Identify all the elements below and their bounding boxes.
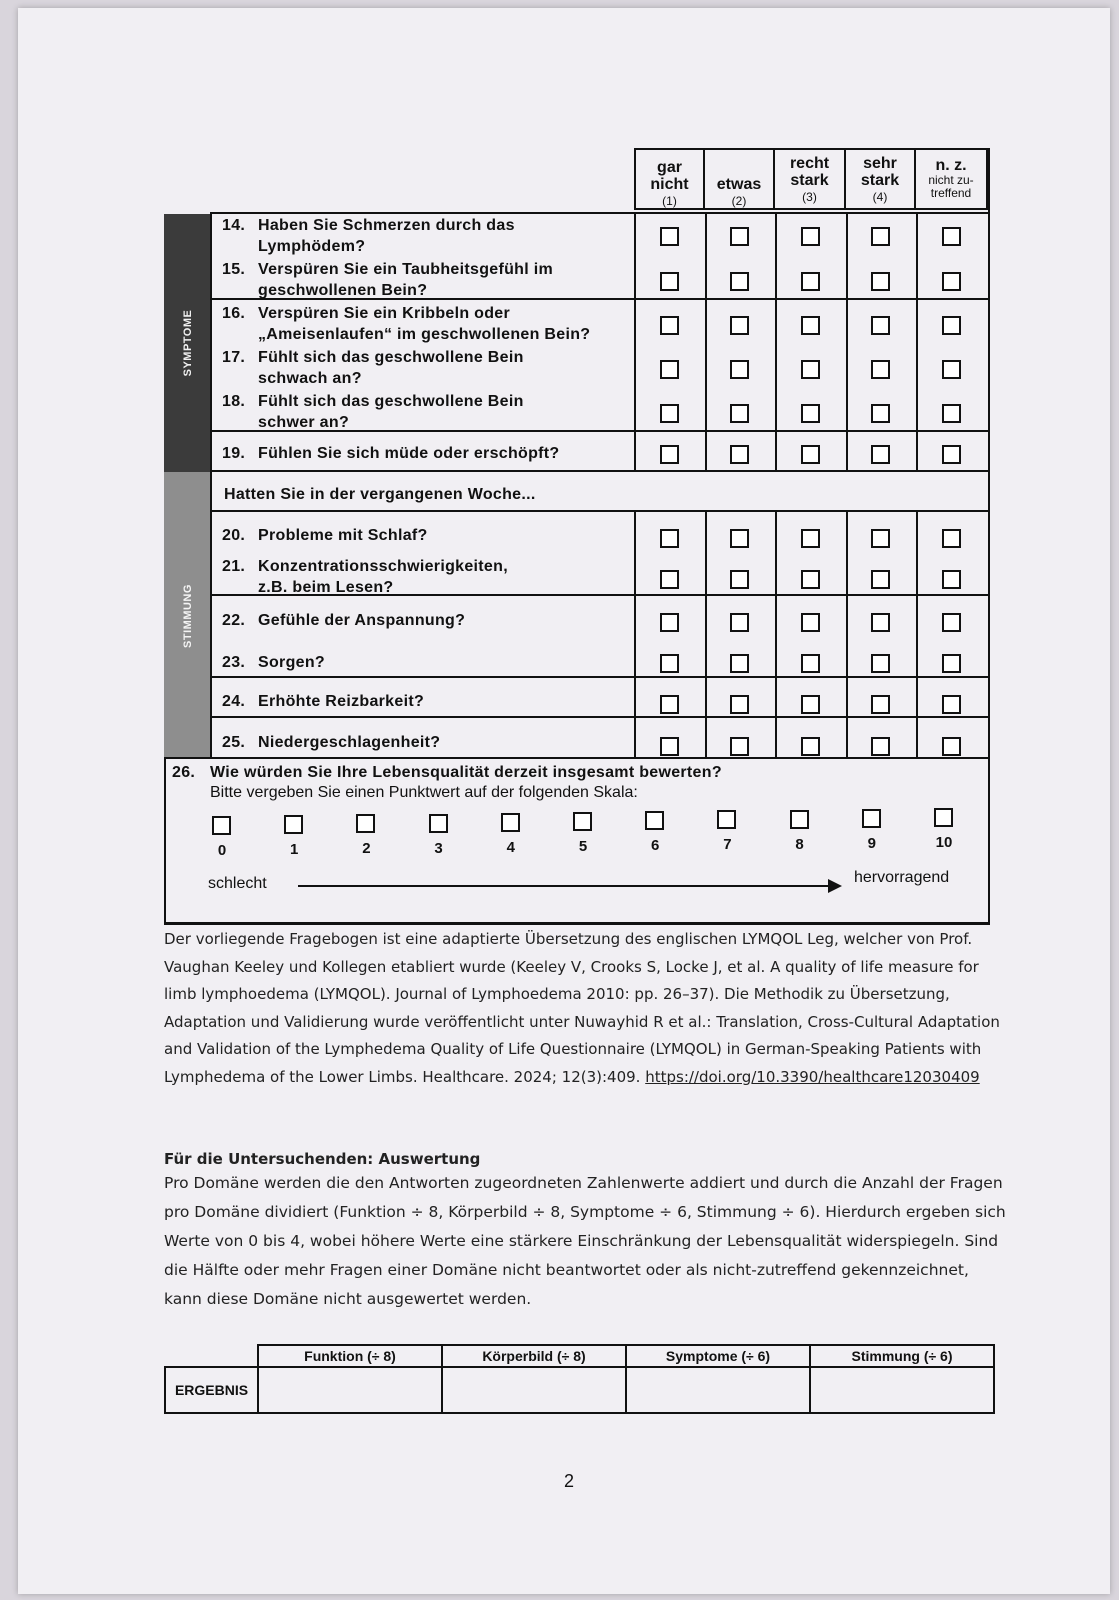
answer-checkbox[interactable] [660,404,679,423]
scale-checkbox[interactable] [790,810,809,829]
column-label: sehr stark [860,155,900,189]
answer-checkbox[interactable] [730,272,749,291]
scale-value-label: 6 [651,837,660,855]
result-header-funktion: Funktion (÷ 8) [258,1345,442,1367]
answer-checkbox[interactable] [801,272,820,291]
answer-checkbox[interactable] [871,695,890,714]
column-number: (4) [872,190,888,204]
answer-checkbox[interactable] [942,227,961,246]
question-21: 21. Konzentrationsschwierigkeiten, z.B. beim Lesen? [222,558,508,596]
answer-checkbox[interactable] [942,570,961,589]
answer-checkbox[interactable] [871,227,890,246]
question-18: 18. Fühlt sich das geschwollene Bein schwer an? [222,393,524,431]
scale-value-label: 4 [506,838,515,856]
question-14: 14. Haben Sie Schmerzen durch das Lymphödem? [222,217,515,255]
answer-checkbox[interactable] [942,737,961,756]
result-header-symptome: Symptome (÷ 6) [626,1345,810,1367]
answer-checkbox[interactable] [660,695,679,714]
scale-value-label: 8 [795,835,804,853]
scale-value-label: 1 [290,841,299,859]
answer-checkbox[interactable] [871,404,890,423]
scale-value-label: 7 [723,836,732,854]
question-16: 16. Verspüren Sie ein Kribbeln oder „Ameisenlaufen“ im geschwollenen Bein? [222,305,591,343]
answer-checkbox[interactable] [871,272,890,291]
result-header-stimmung: Stimmung (÷ 6) [810,1345,994,1367]
result-cell-symptome[interactable] [626,1367,810,1413]
column-header-n-z [916,148,988,210]
scale-checkbox[interactable] [573,812,592,831]
answer-checkbox[interactable] [730,570,749,589]
scale-high-label: hervorragend [854,869,950,886]
section-symptome [164,214,212,472]
column-label: n. z. [935,157,967,174]
result-cell-funktion[interactable] [258,1367,442,1413]
question-23: 23. Sorgen? [222,654,325,671]
scoring-text: Pro Domäne werden die den Antworten zugeordneten Zahlenwerte addiert und durch die Anzahl der Fragen pro Domäne dividiert (Funktion ÷ 8, Körperbild ÷ 8, Symptome ÷ 6, Stimmung ÷ 6). Hierdurch ergeben sich Werte von 0 bis 4, wobei höhere Werte eine stärkere Einschränkung der Lebensqualität widerspiegeln. Sind die Hälfte oder mehr Fragen einer Domäne nicht beantwortet oder als nicht-zutreffend gekennzeichnet, kann diese Domäne nicht ausgewertet werden. [164,1174,1006,1308]
question-15: 15. Verspüren Sie ein Taubheitsgefühl im geschwollenen Bein? [222,261,554,299]
answer-checkbox[interactable] [942,360,961,379]
scale-value-label: 3 [434,839,443,857]
answer-checkbox[interactable] [730,613,749,632]
scale-checkbox[interactable] [717,810,736,829]
footnote: Der vorliegende Fragebogen ist eine adaptierte Übersetzung des englischen LYMQOL Leg, welcher von Prof. Vaughan Keeley und Kollegen etabliert wurde (Keeley V, Crooks S, Locke J, et al. A quality of life measure for limb lymphoedema (LYMQOL). Journal of Lymphoedema 2010: pp. 26–37). Die Methodik zu Übersetzung, Adaptation und Validierung wurde veröffentlicht unter Nuwayhid R et al.: Translation, Cross-Cultural Adaptation and Validation of the Lymphedema Quality of Life Questionnaire (LYMQOL) in German-Speaking Patients with Lymphedema of the Lower Limbs. Healthcare. 2024; 12(3):409. https://doi.org/10.3390/healthcare12030409 [164,930,1000,1086]
answer-checkbox[interactable] [871,570,890,589]
scale-value-label: 0 [217,842,227,859]
answer-checkbox[interactable] [801,613,820,632]
question-25: 25. Niedergeschlagenheit? [222,734,441,751]
result-row-label: ERGEBNIS [165,1367,258,1413]
answer-checkbox[interactable] [730,404,749,423]
question-26-instruction: Bitte vergeben Sie einen Punktwert auf der folgenden Skala: [210,784,638,801]
answer-checkbox[interactable] [871,445,890,464]
answer-checkbox[interactable] [801,570,820,589]
answer-checkbox[interactable] [730,529,749,548]
scale-checkbox[interactable] [284,815,303,834]
result-cell-koerperbild[interactable] [442,1367,626,1413]
column-label: recht stark [789,155,830,189]
answer-checkbox[interactable] [942,316,961,335]
question-22: 22. Gefühle der Anspannung? [222,612,466,629]
scale-checkbox[interactable] [212,816,231,835]
section-stimmung [164,472,212,759]
scoring-title: Für die Untersuchenden: Auswertung [164,1150,481,1168]
column-number: (3) [802,190,817,204]
questionnaire-table [164,148,1003,925]
answer-checkbox[interactable] [730,316,749,335]
column-header-gar-nicht [634,148,705,210]
answer-checkbox[interactable] [942,613,961,632]
answer-checkbox[interactable] [730,654,749,673]
answer-checkbox[interactable] [730,445,749,464]
answer-checkbox[interactable] [730,360,749,379]
column-header-sehr-stark [846,148,916,210]
section-label: SYMPTOME [182,309,194,377]
answer-checkbox[interactable] [942,529,961,548]
answer-checkbox[interactable] [871,613,890,632]
scale-low-label: schlecht [208,875,267,892]
questionnaire-page [18,8,1110,1594]
column-number: (2) [731,194,747,208]
scale-arrow [298,885,834,887]
column-sublabel: nicht zu-treffend [928,173,974,200]
page-number: 2 [564,1471,575,1491]
answer-checkbox[interactable] [730,695,749,714]
answer-checkbox[interactable] [660,570,679,589]
answer-checkbox[interactable] [660,613,679,632]
answer-checkbox[interactable] [730,227,749,246]
answer-checkbox[interactable] [801,737,820,756]
doi-link[interactable]: https://doi.org/10.3390/healthcare12030409 [645,1067,980,1086]
column-label: etwas [716,176,762,193]
answer-checkbox[interactable] [871,529,890,548]
scale-checkbox[interactable] [356,814,375,833]
answer-checkbox[interactable] [801,695,820,714]
answer-checkbox[interactable] [660,737,679,756]
scale-value-label: 5 [578,838,588,855]
scale-checkbox[interactable] [501,813,520,832]
answer-checkbox[interactable] [801,227,820,246]
answer-checkbox[interactable] [942,272,961,291]
scale-value-label: 10 [935,834,953,851]
column-header-etwas [705,148,775,210]
answer-checkbox[interactable] [942,445,961,464]
answer-checkbox[interactable] [660,316,679,335]
result-header-koerperbild: Körperbild (÷ 8) [442,1345,626,1367]
answer-checkbox[interactable] [660,272,679,291]
question-17: 17. Fühlt sich das geschwollene Bein schwach an? [222,349,524,387]
answer-checkbox[interactable] [942,654,961,673]
scale-checkbox[interactable] [429,814,448,833]
scale-checkbox[interactable] [934,808,953,827]
answer-checkbox[interactable] [660,360,679,379]
scale-checkbox[interactable] [645,811,664,830]
result-table [164,1344,995,1414]
answer-checkbox[interactable] [871,654,890,673]
answer-checkbox[interactable] [660,529,679,548]
answer-checkbox[interactable] [871,316,890,335]
scale-value-label: 9 [867,834,876,852]
answer-checkbox[interactable] [660,654,679,673]
answer-checkbox[interactable] [871,737,890,756]
arrow-head-icon [828,879,842,893]
answer-checkbox[interactable] [801,529,820,548]
question-20: 20. Probleme mit Schlaf? [222,527,428,544]
question-26: 26. Wie würden Sie Ihre Lebensqualität derzeit insgesamt bewerten? [172,764,722,781]
question-24: 24. Erhöhte Reizbarkeit? [222,693,425,710]
answer-checkbox[interactable] [730,737,749,756]
stimmung-intro: Hatten Sie in der vergangenen Woche... [224,486,536,503]
scale-value-label: 2 [362,840,371,858]
column-label: gar nicht [650,159,689,193]
answer-checkbox[interactable] [801,404,820,423]
answer-checkbox[interactable] [801,654,820,673]
answer-checkbox[interactable] [942,404,961,423]
answer-checkbox[interactable] [942,695,961,714]
question-19: 19. Fühlen Sie sich müde oder erschöpft? [222,445,560,462]
answer-checkbox[interactable] [871,360,890,379]
scale-checkbox[interactable] [862,809,881,828]
answer-checkbox[interactable] [660,227,679,246]
column-number: (1) [662,194,677,208]
answer-checkbox[interactable] [801,445,820,464]
answer-checkbox[interactable] [801,316,820,335]
answer-checkbox[interactable] [801,360,820,379]
column-header-recht-stark [775,148,846,210]
result-cell-stimmung[interactable] [810,1367,994,1413]
section-label: STIMMUNG [182,583,194,648]
answer-checkbox[interactable] [660,445,679,464]
